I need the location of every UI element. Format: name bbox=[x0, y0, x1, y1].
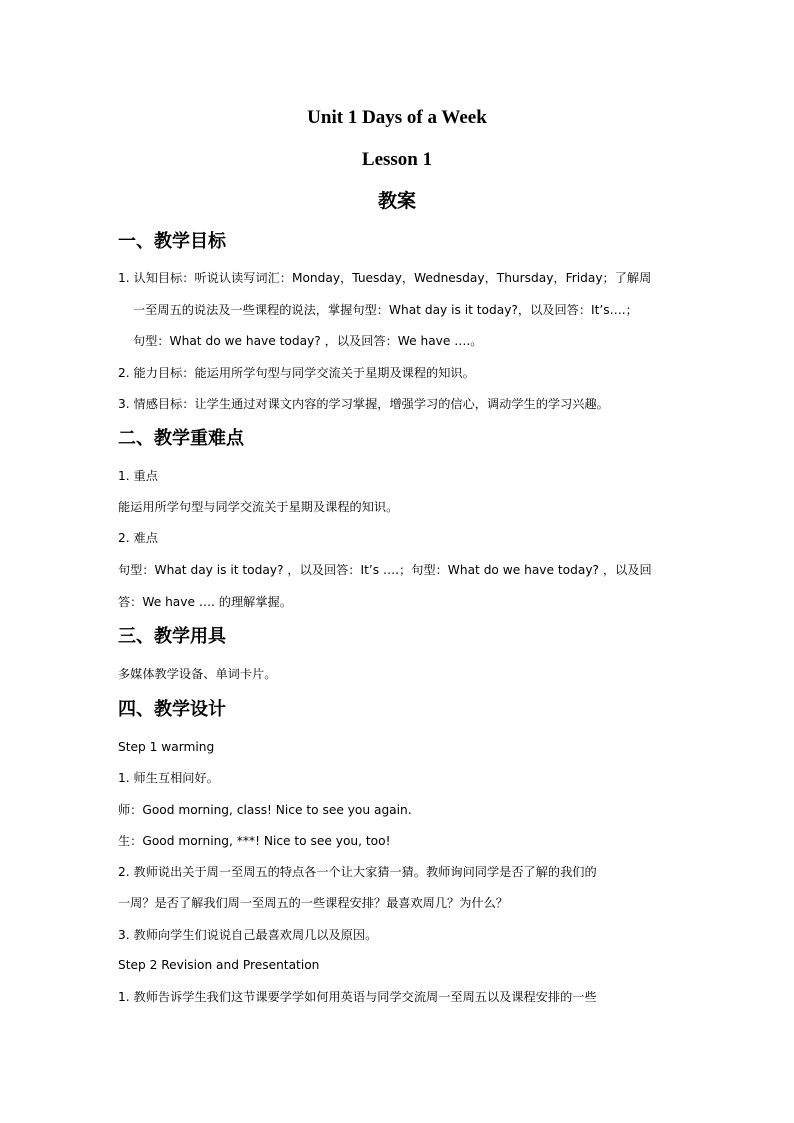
document-type-title: 教案 bbox=[377, 190, 416, 212]
objective-emotion: 3. 情感目标：让学生通过对课文内容的学习掌握，增强学习的信心，调动学生的学习兴趣。 bbox=[118, 397, 609, 411]
step1-item-greeting: 1. 师生互相问好。 bbox=[118, 771, 219, 785]
step2-item-intro: 1. 教师告诉学生我们这节课要学学如何用英语与同学交流周一至周五以及课程安排的一些 bbox=[118, 990, 597, 1004]
objective-cognitive-line1: 1. 认知目标：听说认读写词汇：Monday，Tuesday，Wednesday，Thursday，Friday；了解周 bbox=[118, 271, 652, 285]
key-point-text: 能运用所学句型与同学交流关于星期及课程的知识。 bbox=[118, 500, 399, 514]
step1-item-guess-line2: 一周？是否了解我们周一至周五的一些课程安排？最喜欢周几？为什么？ bbox=[118, 896, 508, 910]
step2-heading: Step 2 Revision and Presentation bbox=[118, 958, 320, 972]
lesson-title: Lesson 1 bbox=[361, 149, 433, 170]
objective-ability: 2. 能力目标：能运用所学句型与同学交流关于星期及课程的知识。 bbox=[118, 366, 475, 380]
section-heading-key-points: 二、教学重难点 bbox=[118, 428, 244, 449]
difficulty-text-line1: 句型：What day is it today? ，以及回答：It’s ….；句型：What do we have today? ，以及回 bbox=[118, 563, 652, 577]
step1-student-line: 生：Good morning, ***! Nice to see you, too! bbox=[118, 834, 391, 848]
key-point-label: 1. 重点 bbox=[118, 469, 158, 483]
step1-item-favorite: 3. 教师向学生们说说自己最喜欢周几以及原因。 bbox=[118, 928, 378, 942]
difficulty-text-line2: 答：We have …. 的理解掌握。 bbox=[118, 595, 292, 609]
unit-title: Unit 1 Days of a Week bbox=[307, 107, 487, 128]
step1-item-guess-line1: 2. 教师说出关于周一至周五的特点各一个让大家猜一猜。教师询问同学是否了解的我们的 bbox=[118, 865, 597, 879]
materials-text: 多媒体教学设备、单词卡片。 bbox=[118, 667, 277, 681]
objective-cognitive-line3: 句型：What do we have today? ，以及回答：We have ….。 bbox=[133, 334, 483, 348]
section-heading-design: 四、教学设计 bbox=[118, 699, 226, 720]
section-heading-materials: 三、教学用具 bbox=[118, 626, 226, 647]
section-heading-objectives: 一、教学目标 bbox=[118, 231, 226, 252]
difficulty-label: 2. 难点 bbox=[118, 531, 158, 545]
objective-cognitive-line2: 一至周五的说法及一些课程的说法，掌握句型：What day is it today?，以及回答：It’s….； bbox=[133, 303, 638, 317]
step1-heading: Step 1 warming bbox=[118, 740, 215, 754]
step1-teacher-line: 师：Good morning, class! Nice to see you again. bbox=[118, 803, 412, 817]
